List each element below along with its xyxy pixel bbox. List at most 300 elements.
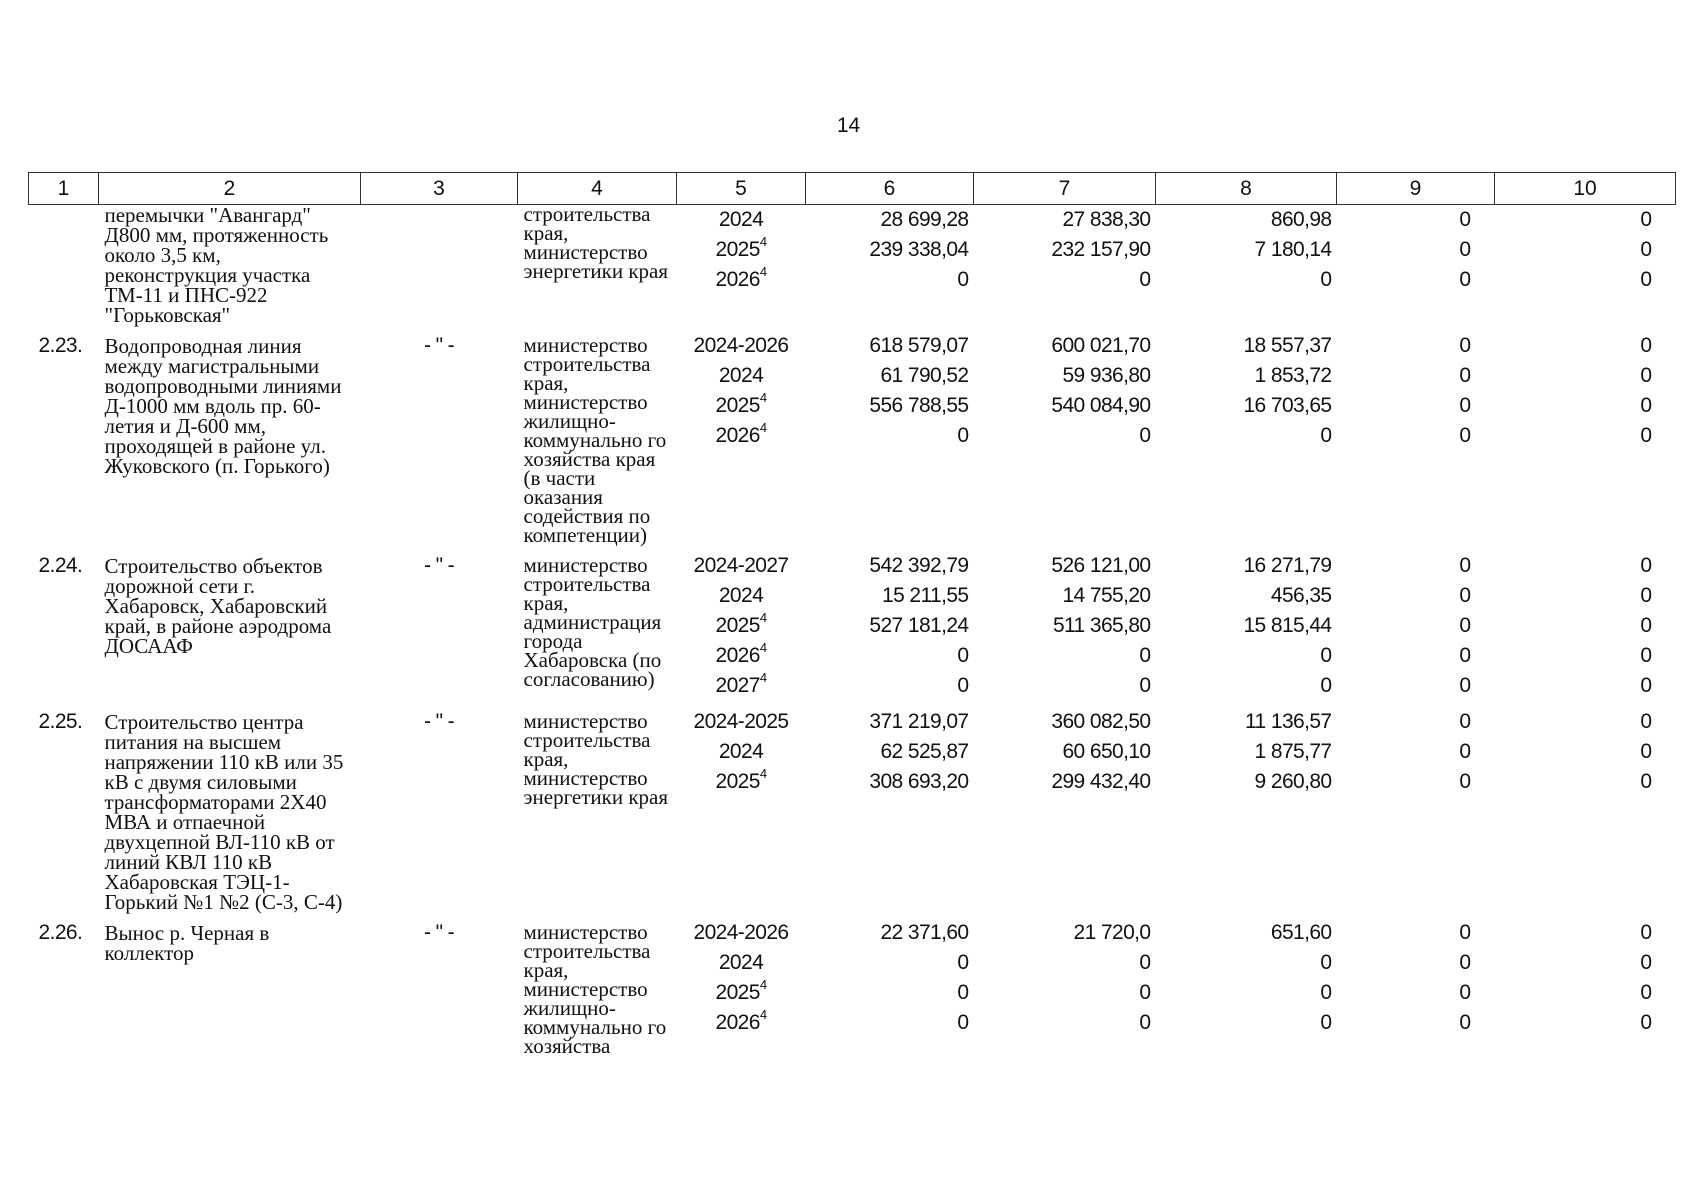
regional-amount-value: 9 260,80: [1254, 770, 1332, 793]
regional-amount: [1156, 948, 1337, 978]
federal-amount-value: 511 365,80: [1052, 614, 1151, 637]
federal-amount-column: [974, 551, 1156, 707]
funding-year: [677, 1008, 806, 1038]
municipal-amount: [1337, 978, 1495, 1008]
footnote-marker: 4: [759, 264, 767, 279]
regional-amount: [1156, 235, 1337, 265]
federal-amount-value: 600 021,70: [1051, 334, 1151, 357]
regional-amount: [1156, 671, 1337, 701]
total-amount: [806, 948, 974, 978]
funding-year: [677, 671, 806, 701]
federal-amount-value: 0: [1139, 981, 1151, 1004]
item-name: Строительство объектов дорожной сети г. Хабаровск, Хабаровский край, в районе аэродрома ДОСААФ: [104, 554, 332, 658]
federal-amount: [974, 918, 1156, 948]
other-sources-amount-value: 0: [1640, 334, 1652, 357]
column-header-3: 3: [361, 173, 518, 205]
regional-amount: [1156, 737, 1337, 767]
total-amount: [806, 421, 974, 451]
regional-amount-column: [1156, 551, 1337, 707]
municipal-amount-value: 0: [1459, 921, 1471, 944]
federal-amount-value: 526 121,00: [1051, 554, 1151, 577]
federal-amount-value: 14 755,20: [1062, 584, 1151, 607]
responsible-executor: министерство строительства края, министерство энергетики края: [523, 709, 669, 809]
federal-amount-column: [974, 205, 1156, 332]
federal-amount: [974, 361, 1156, 391]
total-amount: [806, 391, 974, 421]
municipal-amount-column: [1337, 707, 1495, 918]
federal-amount: [974, 235, 1156, 265]
federal-amount: [974, 1008, 1156, 1038]
footnote-marker: 4: [759, 1007, 767, 1022]
total-amount-value: 0: [957, 268, 969, 291]
federal-amount: [974, 671, 1156, 701]
regional-amount: [1156, 421, 1337, 451]
other-sources-amount-column: [1495, 918, 1676, 1062]
regional-amount: [1156, 918, 1337, 948]
ditto-mark: - " -: [423, 554, 455, 577]
other-sources-amount: [1495, 391, 1676, 421]
table-row: [29, 331, 1676, 551]
funding-year: [677, 235, 806, 265]
total-amount: [806, 671, 974, 701]
footnote-marker: 4: [759, 977, 767, 992]
footnote-marker: 4: [759, 640, 767, 655]
total-amount: [806, 707, 974, 737]
regional-amount-value: 7 180,14: [1254, 238, 1332, 261]
other-sources-amount-column: [1495, 205, 1676, 332]
other-sources-amount: [1495, 1008, 1676, 1038]
municipal-amount-value: 0: [1459, 208, 1471, 231]
regional-amount-value: 0: [1320, 674, 1332, 697]
column-header-2: 2: [99, 173, 361, 205]
regional-amount: [1156, 361, 1337, 391]
other-sources-amount-column: [1495, 551, 1676, 707]
municipal-amount-value: 0: [1459, 770, 1471, 793]
regional-amount-column: [1156, 918, 1337, 1062]
municipal-amount-value: 0: [1459, 740, 1471, 763]
other-sources-amount: [1495, 581, 1676, 611]
funding-year: [677, 551, 806, 581]
ditto-mark: - " -: [423, 334, 455, 357]
municipal-amount-column: [1337, 551, 1495, 707]
other-sources-amount-column: [1495, 331, 1676, 551]
municipal-amount-value: 0: [1459, 334, 1471, 357]
responsible-executor: министерство строительства края, министерство жилищно-коммунально го хозяйства края (в части оказания содействия по компетенции): [523, 333, 667, 547]
federal-amount: [974, 737, 1156, 767]
funding-year-value: 2025: [715, 770, 760, 793]
other-sources-amount-value: 0: [1640, 710, 1652, 733]
total-amount-column: [806, 551, 974, 707]
ditto-mark: - " -: [423, 710, 455, 733]
regional-amount: [1156, 265, 1337, 295]
federal-amount: [974, 707, 1156, 737]
municipal-amount-value: 0: [1459, 364, 1471, 387]
federal-amount-value: 0: [1139, 1011, 1151, 1034]
municipal-amount: [1337, 205, 1495, 235]
funding-year-column: [677, 918, 806, 1062]
other-sources-amount: [1495, 918, 1676, 948]
federal-amount: [974, 421, 1156, 451]
federal-amount-value: 21 720,0: [1073, 921, 1151, 944]
regional-amount: [1156, 205, 1337, 235]
funding-year: [677, 331, 806, 361]
funding-year-column: [677, 551, 806, 707]
other-sources-amount-value: 0: [1640, 921, 1652, 944]
municipal-amount-value: 0: [1459, 238, 1471, 261]
total-amount-column: [806, 707, 974, 918]
total-amount: [806, 205, 974, 235]
other-sources-amount: [1495, 641, 1676, 671]
funding-year: [677, 205, 806, 235]
regional-amount: [1156, 641, 1337, 671]
other-sources-amount: [1495, 361, 1676, 391]
funding-year-value: 2025: [715, 238, 760, 261]
funding-year-value: 2024: [718, 584, 764, 607]
federal-amount-value: 299 432,40: [1051, 770, 1151, 793]
column-header-1: 1: [29, 173, 99, 205]
other-sources-amount: [1495, 205, 1676, 235]
item-number: 2.23.: [38, 334, 83, 357]
federal-amount: [974, 767, 1156, 797]
federal-amount: [974, 391, 1156, 421]
municipal-amount-value: 0: [1459, 424, 1471, 447]
other-sources-amount: [1495, 737, 1676, 767]
federal-amount: [974, 331, 1156, 361]
funding-year-value: 2024: [718, 364, 764, 387]
funding-year: [677, 581, 806, 611]
municipal-amount-value: 0: [1459, 1011, 1471, 1034]
other-sources-amount-value: 0: [1640, 268, 1652, 291]
funding-year-value: 2025: [715, 614, 760, 637]
regional-amount-value: 456,35: [1270, 584, 1332, 607]
other-sources-amount-value: 0: [1640, 1011, 1652, 1034]
funding-year: [677, 641, 806, 671]
funding-year: [677, 391, 806, 421]
funding-year-value: 2024: [718, 951, 764, 974]
municipal-amount-column: [1337, 331, 1495, 551]
budget-table: [28, 172, 1676, 1062]
funding-year: [677, 978, 806, 1008]
other-sources-amount-value: 0: [1640, 394, 1652, 417]
regional-amount-value: 0: [1320, 644, 1332, 667]
other-sources-amount: [1495, 948, 1676, 978]
federal-amount-value: 360 082,50: [1051, 710, 1151, 733]
responsible-executor: строительства края, министерство энергетики края: [523, 202, 669, 283]
total-amount-value: 0: [957, 1011, 969, 1034]
other-sources-amount: [1495, 265, 1676, 295]
column-header-8: 8: [1156, 173, 1337, 205]
footnote-marker: 4: [759, 670, 767, 685]
federal-amount-value: 0: [1139, 674, 1151, 697]
municipal-amount: [1337, 391, 1495, 421]
federal-amount-column: [974, 331, 1156, 551]
other-sources-amount-column: [1495, 707, 1676, 918]
other-sources-amount: [1495, 235, 1676, 265]
total-amount-value: 0: [957, 951, 969, 974]
municipal-amount-value: 0: [1459, 584, 1471, 607]
other-sources-amount-value: 0: [1640, 208, 1652, 231]
table-row: [29, 205, 1676, 332]
funding-year-value: 2024-2027: [693, 554, 789, 577]
funding-year-value: 2024-2025: [693, 710, 789, 733]
regional-amount-value: 0: [1320, 951, 1332, 974]
regional-amount: [1156, 331, 1337, 361]
footnote-marker: 4: [759, 420, 767, 435]
total-amount: [806, 265, 974, 295]
footnote-marker: 4: [759, 610, 767, 625]
total-amount: [806, 737, 974, 767]
funding-year: [677, 361, 806, 391]
ditto-mark: - " -: [423, 921, 455, 944]
page-number: 14: [836, 114, 861, 137]
municipal-amount-value: 0: [1459, 394, 1471, 417]
total-amount: [806, 611, 974, 641]
regional-amount-value: 1 875,77: [1254, 740, 1332, 763]
regional-amount-value: 15 815,44: [1243, 614, 1332, 637]
municipal-amount-value: 0: [1459, 981, 1471, 1004]
other-sources-amount-value: 0: [1640, 424, 1652, 447]
total-amount-value: 0: [957, 674, 969, 697]
federal-amount: [974, 205, 1156, 235]
total-amount: [806, 331, 974, 361]
municipal-amount-column: [1337, 205, 1495, 332]
other-sources-amount-value: 0: [1640, 238, 1652, 261]
total-amount-value: 556 788,55: [869, 394, 969, 417]
federal-amount: [974, 581, 1156, 611]
column-header-9: 9: [1337, 173, 1495, 205]
item-name: Строительство центра питания на высшем напряжении 110 кВ или 35 кВ с двумя силовыми трансформаторами 2Х40 МВА и отпаечной двухцепной ВЛ-110 кВ от линий КВЛ 110 кВ Хабаровская ТЭЦ-1-Горький №1 №2 (С-3, С-4): [104, 710, 344, 914]
total-amount: [806, 551, 974, 581]
total-amount: [806, 978, 974, 1008]
regional-amount: [1156, 707, 1337, 737]
total-amount-value: 542 392,79: [869, 554, 969, 577]
total-amount-value: 0: [957, 981, 969, 1004]
funding-year-value: 2026: [715, 424, 760, 447]
federal-amount: [974, 641, 1156, 671]
funding-year-value: 2024: [718, 208, 764, 231]
regional-amount: [1156, 978, 1337, 1008]
table-body: [29, 202, 1676, 1063]
total-amount-value: 62 525,87: [880, 740, 969, 763]
other-sources-amount: [1495, 978, 1676, 1008]
funding-year: [677, 611, 806, 641]
funding-year-value: 2026: [715, 1011, 760, 1034]
total-amount-value: 308 693,20: [869, 770, 969, 793]
column-header-6: 6: [806, 173, 974, 205]
table-row: [29, 551, 1676, 707]
other-sources-amount: [1495, 767, 1676, 797]
regional-amount-value: 11 136,57: [1245, 710, 1332, 733]
ditto-mark: [361, 205, 518, 332]
footnote-marker: 4: [759, 766, 767, 781]
municipal-amount-value: 0: [1459, 644, 1471, 667]
total-amount-value: 371 219,07: [869, 710, 969, 733]
footnote-marker: 4: [759, 390, 767, 405]
municipal-amount: [1337, 331, 1495, 361]
regional-amount-column: [1156, 331, 1337, 551]
municipal-amount: [1337, 551, 1495, 581]
federal-amount: [974, 978, 1156, 1008]
column-number-header-row: [29, 173, 1676, 205]
total-amount: [806, 1008, 974, 1038]
other-sources-amount-value: 0: [1640, 951, 1652, 974]
regional-amount-value: 0: [1320, 981, 1332, 1004]
other-sources-amount: [1495, 707, 1676, 737]
regional-amount-value: 0: [1320, 268, 1332, 291]
funding-year: [677, 707, 806, 737]
regional-amount-value: 18 557,37: [1243, 334, 1332, 357]
funding-year: [677, 948, 806, 978]
other-sources-amount-value: 0: [1640, 364, 1652, 387]
federal-amount-value: 0: [1139, 644, 1151, 667]
regional-amount-value: 1 853,72: [1254, 364, 1332, 387]
other-sources-amount-value: 0: [1640, 770, 1652, 793]
municipal-amount: [1337, 767, 1495, 797]
municipal-amount: [1337, 581, 1495, 611]
footnote-marker: 4: [759, 234, 767, 249]
other-sources-amount: [1495, 551, 1676, 581]
item-number: 2.25.: [38, 710, 83, 733]
regional-amount: [1156, 1008, 1337, 1038]
municipal-amount: [1337, 265, 1495, 295]
federal-amount-value: 27 838,30: [1062, 208, 1151, 231]
funding-year: [677, 265, 806, 295]
other-sources-amount-value: 0: [1640, 740, 1652, 763]
column-header-5: 5: [677, 173, 806, 205]
other-sources-amount-value: 0: [1640, 674, 1652, 697]
item-name: Вынос р. Черная в коллектор: [104, 921, 270, 965]
column-header-4: 4: [518, 173, 677, 205]
regional-amount-value: 16 703,65: [1243, 394, 1332, 417]
total-amount-value: 28 699,28: [880, 208, 969, 231]
funding-year-value: 2026: [715, 644, 760, 667]
responsible-executor: министерство строительства края, администрация города Хабаровска (по согласованию): [523, 553, 662, 691]
municipal-amount-value: 0: [1459, 710, 1471, 733]
item-number: 2.24.: [38, 554, 83, 577]
funding-year-value: 2024: [718, 740, 764, 763]
funding-year: [677, 767, 806, 797]
total-amount-value: 618 579,07: [869, 334, 969, 357]
funding-year: [677, 421, 806, 451]
total-amount-column: [806, 331, 974, 551]
funding-year: [677, 737, 806, 767]
federal-amount-value: 0: [1139, 951, 1151, 974]
municipal-amount: [1337, 611, 1495, 641]
funding-year-column: [677, 205, 806, 332]
municipal-amount: [1337, 671, 1495, 701]
regional-amount-value: 0: [1320, 1011, 1332, 1034]
federal-amount-value: 0: [1139, 268, 1151, 291]
regional-amount-value: 651,60: [1270, 921, 1332, 944]
funding-year-value: 2024-2026: [693, 334, 789, 357]
regional-amount: [1156, 767, 1337, 797]
federal-amount-value: 0: [1139, 424, 1151, 447]
item-number: 2.26.: [38, 921, 83, 944]
funding-year-value: 2025: [715, 981, 760, 1004]
federal-amount: [974, 611, 1156, 641]
federal-amount-column: [974, 707, 1156, 918]
federal-amount-value: 59 936,80: [1062, 364, 1151, 387]
municipal-amount: [1337, 641, 1495, 671]
column-header-10: 10: [1495, 173, 1676, 205]
column-header-7: 7: [974, 173, 1156, 205]
total-amount: [806, 767, 974, 797]
municipal-amount: [1337, 948, 1495, 978]
funding-year-column: [677, 707, 806, 918]
total-amount: [806, 918, 974, 948]
federal-amount-value: 540 084,90: [1051, 394, 1151, 417]
regional-amount-column: [1156, 707, 1337, 918]
item-name: Водопроводная линия между магистральными водопроводными линиями Д-1000 мм вдоль пр. 60-летия и Д-600 мм, проходящей в районе ул. Жуковского (п. Горького): [104, 334, 342, 478]
regional-amount: [1156, 611, 1337, 641]
municipal-amount-value: 0: [1459, 268, 1471, 291]
municipal-amount: [1337, 421, 1495, 451]
municipal-amount-value: 0: [1459, 614, 1471, 637]
regional-amount-column: [1156, 205, 1337, 332]
regional-amount: [1156, 551, 1337, 581]
municipal-amount: [1337, 1008, 1495, 1038]
funding-year-value: 2026: [715, 268, 760, 291]
municipal-amount: [1337, 235, 1495, 265]
funding-year-value: 2025: [715, 394, 760, 417]
responsible-executor: министерство строительства края, министерство жилищно-коммунально го хозяйства: [523, 920, 667, 1058]
other-sources-amount-value: 0: [1640, 614, 1652, 637]
regional-amount: [1156, 581, 1337, 611]
table-row: [29, 918, 1676, 1062]
total-amount-value: 61 790,52: [880, 364, 969, 387]
municipal-amount-value: 0: [1459, 951, 1471, 974]
other-sources-amount: [1495, 611, 1676, 641]
funding-year-value: 2024-2026: [693, 921, 789, 944]
total-amount-value: 0: [957, 644, 969, 667]
regional-amount-value: 16 271,79: [1243, 554, 1332, 577]
total-amount: [806, 235, 974, 265]
municipal-amount: [1337, 361, 1495, 391]
municipal-amount-column: [1337, 918, 1495, 1062]
municipal-amount: [1337, 707, 1495, 737]
federal-amount: [974, 551, 1156, 581]
regional-amount-value: 860,98: [1270, 208, 1332, 231]
table-row: [29, 707, 1676, 918]
total-amount-column: [806, 205, 974, 332]
item-name: перемычки "Авангард" Д800 мм, протяженность около 3,5 км, реконструкция участка ТМ-11 и ПНС-922 "Горьковская": [104, 203, 329, 327]
total-amount-value: 22 371,60: [880, 921, 969, 944]
federal-amount-value: 60 650,10: [1062, 740, 1151, 763]
other-sources-amount: [1495, 671, 1676, 701]
funding-year: [677, 918, 806, 948]
other-sources-amount-value: 0: [1640, 554, 1652, 577]
federal-amount-column: [974, 918, 1156, 1062]
municipal-amount-value: 0: [1459, 674, 1471, 697]
total-amount-value: 239 338,04: [869, 238, 969, 261]
federal-amount: [974, 948, 1156, 978]
other-sources-amount-value: 0: [1640, 644, 1652, 667]
funding-year-value: 2027: [715, 674, 760, 697]
other-sources-amount-value: 0: [1640, 584, 1652, 607]
total-amount-column: [806, 918, 974, 1062]
regional-amount-value: 0: [1320, 424, 1332, 447]
total-amount-value: 0: [957, 424, 969, 447]
federal-amount: [974, 265, 1156, 295]
federal-amount-value: 232 157,90: [1051, 238, 1151, 261]
total-amount-value: 527 181,24: [869, 614, 969, 637]
other-sources-amount-value: 0: [1640, 981, 1652, 1004]
total-amount: [806, 361, 974, 391]
total-amount-value: 15 211,55: [882, 584, 969, 607]
total-amount: [806, 581, 974, 611]
municipal-amount-value: 0: [1459, 554, 1471, 577]
municipal-amount: [1337, 737, 1495, 767]
